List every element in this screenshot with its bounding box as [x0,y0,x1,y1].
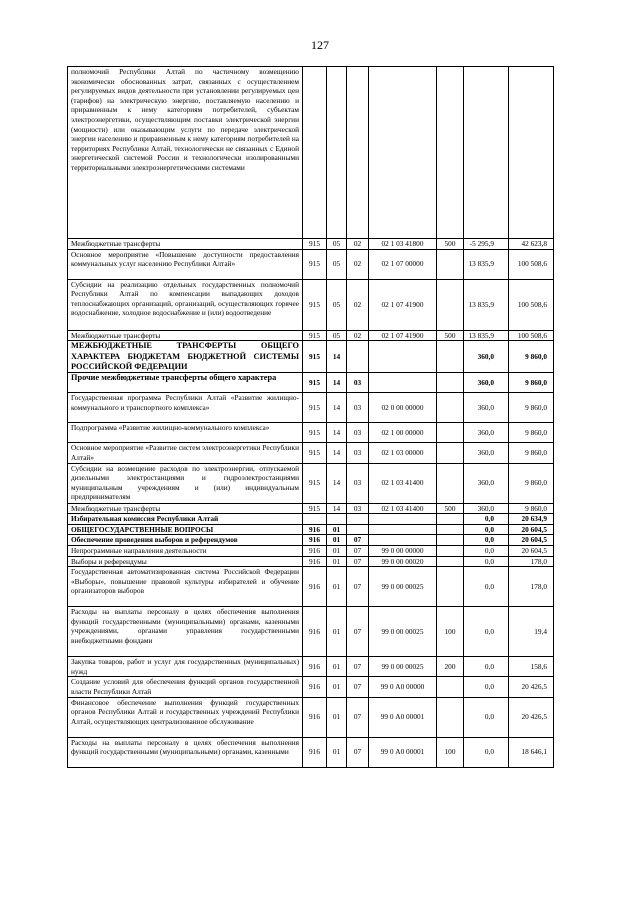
row-name-cell: ОБЩЕГОСУДАРСТВЕННЫЕ ВОПРОСЫ [68,524,303,535]
amount-change-cell: 0,0 [464,545,509,556]
amount-total-cell: 9 860,0 [509,503,554,514]
section-code-cell: 14 [327,341,347,373]
table-body [68,67,554,768]
subsection-code-cell [347,67,369,239]
amount-total-cell: 20 634,9 [509,514,554,525]
subsection-code-cell: 02 [347,330,369,341]
target-article-cell [369,535,437,546]
amount-total-cell: 9 860,0 [509,463,554,503]
admin-code-cell: 915 [303,423,327,443]
section-code-cell: 01 [327,545,347,556]
target-article-cell [369,373,437,393]
row-name-cell: Избирательная комиссия Республики Алтай [68,514,303,525]
row-name-cell: Финансовое обеспечение выполнения функций государственных органов Республики Алтай и государственных учреждений Республики Алтай, осуществляющих централизованное обслуживание [68,697,303,737]
amount-total-cell: 9 860,0 [509,443,554,463]
subsection-code-cell: 07 [347,535,369,546]
amount-change-cell: 360,0 [464,503,509,514]
section-code-cell: 01 [327,697,347,737]
subsection-code-cell [347,524,369,535]
amount-total-cell: 9 860,0 [509,393,554,423]
target-article-cell [369,341,437,373]
table-row [68,393,554,423]
target-article-cell: 02 1 07 00000 [369,249,437,279]
row-name-cell: Расходы на выплаты персоналу в целях обеспечения выполнения функций государственными (муниципальными) органами, казенными [68,737,303,767]
expense-type-cell [437,567,464,607]
table-row [68,567,554,607]
table-row [68,556,554,567]
subsection-code-cell: 07 [347,545,369,556]
target-article-cell: 99 0 00 00000 [369,545,437,556]
row-name-cell: Государственная автоматизированная система Российской Федерации «Выборы», повышение правовой культуры избирателей и обучение организаторов выборов [68,567,303,607]
section-code-cell: 05 [327,279,347,330]
amount-total-cell: 9 860,0 [509,423,554,443]
section-code-cell: 01 [327,535,347,546]
table-row [68,330,554,341]
section-code-cell: 05 [327,249,347,279]
subsection-code-cell: 02 [347,239,369,250]
table-row [68,545,554,556]
amount-total-cell: 42 623,8 [509,239,554,250]
table-row [68,249,554,279]
table-row [68,737,554,767]
amount-change-cell: 0,0 [464,657,509,677]
target-article-cell: 02 1 03 41800 [369,239,437,250]
row-name-cell: Прочие межбюджетные трансферты общего характера [68,373,303,393]
subsection-code-cell: 03 [347,373,369,393]
amount-total-cell: 158,6 [509,657,554,677]
expense-type-cell: 100 [437,737,464,767]
admin-code-cell: 916 [303,607,327,657]
amount-total-cell [509,67,554,239]
target-article-cell: 02 0 00 00000 [369,393,437,423]
target-article-cell: 02 1 03 41400 [369,503,437,514]
table-row [68,535,554,546]
section-code-cell: 01 [327,737,347,767]
table-row [68,677,554,697]
row-name-cell: Обеспечение проведения выборов и референдумов [68,535,303,546]
amount-change-cell: 360,0 [464,341,509,373]
section-code-cell: 05 [327,330,347,341]
target-article-cell: 02 1 07 41900 [369,330,437,341]
expense-type-cell [437,535,464,546]
amount-change-cell: 13 835,9 [464,330,509,341]
amount-change-cell: 0,0 [464,567,509,607]
admin-code-cell [303,67,327,239]
amount-total-cell: 100 508,6 [509,249,554,279]
expense-type-cell [437,556,464,567]
target-article-cell: 02 1 03 00000 [369,443,437,463]
amount-change-cell: 360,0 [464,393,509,423]
amount-change-cell: 0,0 [464,535,509,546]
row-name-cell: Создание условий для обеспечения функций органов государственной власти Республики Алтай [68,677,303,697]
target-article-cell: 99 0 00 00025 [369,657,437,677]
expense-type-cell [437,249,464,279]
row-name-cell: Субсидии на реализацию отдельных государственных полномочий Республики Алтай по компенсации выпадающих доходов теплоснабжающих организаций, организаций, осуществляющих горячее водоснабжение, холодное водоснабжение и (или) водоотведение [68,279,303,330]
table-row [68,443,554,463]
admin-code-cell: 915 [303,279,327,330]
section-code-cell: 01 [327,607,347,657]
admin-code-cell: 916 [303,657,327,677]
admin-code-cell: 915 [303,249,327,279]
amount-total-cell: 20 426,5 [509,697,554,737]
table-row [68,279,554,330]
expense-type-cell: 500 [437,239,464,250]
subsection-code-cell: 07 [347,657,369,677]
subsection-code-cell: 03 [347,463,369,503]
admin-code-cell: 915 [303,239,327,250]
amount-change-cell: 0,0 [464,697,509,737]
expense-type-cell: 500 [437,503,464,514]
table-row [68,341,554,373]
expense-type-cell [437,514,464,525]
admin-code-cell: 915 [303,330,327,341]
section-code-cell: 01 [327,567,347,607]
section-code-cell: 14 [327,373,347,393]
amount-change-cell: 360,0 [464,423,509,443]
row-name-cell: МЕЖБЮДЖЕТНЫЕ ТРАНСФЕРТЫ ОБЩЕГО ХАРАКТЕРА БЮДЖЕТАМ БЮДЖЕТНОЙ СИСТЕМЫ РОССИЙСКОЙ ФЕДЕРАЦИИ [68,341,303,373]
row-name-cell: Межбюджетные трансферты [68,239,303,250]
amount-total-cell: 20 604,5 [509,535,554,546]
amount-change-cell: 360,0 [464,373,509,393]
target-article-cell: 99 0 00 00025 [369,607,437,657]
section-code-cell: 14 [327,443,347,463]
target-article-cell: 99 0 А0 00000 [369,677,437,697]
amount-change-cell: 360,0 [464,443,509,463]
expense-type-cell [437,545,464,556]
admin-code-cell: 916 [303,737,327,767]
row-name-cell: полномочий Республики Алтай по частичному возмещению экономически обоснованных затрат, связанных с осуществлением регулируемых видов деятельности при установлении регулируемых цен (тарифов) на электрическую энергию, поставляемую населению и приравненным к нему категориям потребителей, субъектам электроэнергетики, осуществляющим поставки электрической энергии (мощности) или оказывающим услуги по передаче электрической энергии населению и приравненным к нему категориям потребителей на территориях Республики Алтай, технологически не связанных с Единой энергетической системой России и технологически изолированными территориальными электроэнергетическими системами [68,67,303,239]
section-code-cell: 14 [327,423,347,443]
amount-total-cell: 18 646,1 [509,737,554,767]
subsection-code-cell: 07 [347,737,369,767]
amount-total-cell: 20 604,5 [509,524,554,535]
expense-type-cell [437,463,464,503]
admin-code-cell: 916 [303,524,327,535]
amount-total-cell: 178,0 [509,556,554,567]
amount-total-cell: 9 860,0 [509,373,554,393]
section-code-cell: 14 [327,463,347,503]
target-article-cell: 02 1 03 41400 [369,463,437,503]
amount-change-cell: 0,0 [464,677,509,697]
admin-code-cell: 915 [303,393,327,423]
table-row [68,524,554,535]
admin-code-cell: 916 [303,535,327,546]
subsection-code-cell: 02 [347,249,369,279]
target-article-cell [369,67,437,239]
row-name-cell: Расходы на выплаты персоналу в целях обеспечения выполнения функций государственными (муниципальными) органами, казенными учреждениями, органами управления государственными внебюджетными фондами [68,607,303,657]
section-code-cell: 14 [327,503,347,514]
table-row [68,657,554,677]
section-code-cell: 05 [327,239,347,250]
amount-change-cell: 13 835,9 [464,249,509,279]
table-row [68,607,554,657]
expense-type-cell: 100 [437,607,464,657]
section-code-cell: 14 [327,393,347,423]
target-article-cell [369,524,437,535]
amount-total-cell: 9 860,0 [509,341,554,373]
amount-change-cell: 0,0 [464,514,509,525]
table-row [68,239,554,250]
target-article-cell: 99 0 А0 00001 [369,697,437,737]
row-name-cell: Закупка товаров, работ и услуг для государственных (муниципальных) нужд [68,657,303,677]
subsection-code-cell: 07 [347,677,369,697]
target-article-cell: 02 1 00 00000 [369,423,437,443]
admin-code-cell: 916 [303,677,327,697]
row-name-cell: Подпрограмма «Развитие жилищно-коммунального комплекса» [68,423,303,443]
amount-change-cell: 0,0 [464,524,509,535]
expense-type-cell [437,677,464,697]
subsection-code-cell: 07 [347,567,369,607]
admin-code-cell: 916 [303,567,327,607]
page-number: 127 [311,38,329,52]
amount-total-cell: 20 604,5 [509,545,554,556]
amount-change-cell: 13 835,9 [464,279,509,330]
expense-type-cell [437,279,464,330]
section-code-cell: 01 [327,657,347,677]
row-name-cell: Выборы и референдумы [68,556,303,567]
admin-code-cell: 915 [303,503,327,514]
row-name-cell: Непрограммные направления деятельности [68,545,303,556]
table-row [68,463,554,503]
section-code-cell [327,514,347,525]
target-article-cell [369,514,437,525]
row-name-cell: Основное мероприятие «Повышение доступности предоставления коммунальных услуг населению Республики Алтай» [68,249,303,279]
amount-total-cell: 178,0 [509,567,554,607]
admin-code-cell: 915 [303,463,327,503]
row-name-cell: Межбюджетные трансферты [68,330,303,341]
subsection-code-cell: 07 [347,607,369,657]
subsection-code-cell: 03 [347,443,369,463]
row-name-cell: Межбюджетные трансферты [68,503,303,514]
subsection-code-cell: 07 [347,556,369,567]
table-row [68,67,554,239]
expense-type-cell [437,423,464,443]
table-row [68,697,554,737]
target-article-cell: 02 1 07 41900 [369,279,437,330]
budget-table [67,66,554,768]
row-name-cell: Государственная программа Республики Алтай «Развитие жилищно-коммунального и транспортного комплекса» [68,393,303,423]
subsection-code-cell: 03 [347,393,369,423]
admin-code-cell: 915 [303,373,327,393]
admin-code-cell: 915 [303,443,327,463]
amount-total-cell: 100 508,6 [509,279,554,330]
subsection-code-cell [347,514,369,525]
expense-type-cell [437,443,464,463]
section-code-cell: 01 [327,677,347,697]
amount-total-cell: 20 426,5 [509,677,554,697]
section-code-cell: 01 [327,556,347,567]
row-name-cell: Основное мероприятие «Развитие систем электроэнергетики Республики Алтай» [68,443,303,463]
amount-change-cell: 360,0 [464,463,509,503]
table-row [68,373,554,393]
amount-change-cell: 0,0 [464,556,509,567]
expense-type-cell: 200 [437,657,464,677]
table-row [68,514,554,525]
admin-code-cell: 916 [303,556,327,567]
admin-code-cell [303,514,327,525]
section-code-cell: 01 [327,524,347,535]
amount-total-cell: 19,4 [509,607,554,657]
table-row [68,423,554,443]
subsection-code-cell: 02 [347,279,369,330]
expense-type-cell [437,373,464,393]
admin-code-cell: 916 [303,545,327,556]
subsection-code-cell: 07 [347,697,369,737]
amount-change-cell [464,67,509,239]
subsection-code-cell: 03 [347,423,369,443]
amount-change-cell: 0,0 [464,737,509,767]
expense-type-cell [437,341,464,373]
expense-type-cell [437,393,464,423]
table-row [68,503,554,514]
subsection-code-cell: 03 [347,503,369,514]
subsection-code-cell [347,341,369,373]
target-article-cell: 99 0 00 00025 [369,567,437,607]
admin-code-cell: 915 [303,341,327,373]
amount-change-cell: -5 295,9 [464,239,509,250]
amount-total-cell: 100 508,6 [509,330,554,341]
amount-change-cell: 0,0 [464,607,509,657]
expense-type-cell [437,697,464,737]
admin-code-cell: 916 [303,697,327,737]
row-name-cell: Субсидии на возмещение расходов по электроэнергии, отпускаемой дизельными электростанциями и гидроэлектростанциями муниципальным учреждениям и (или) индивидуальным предпринимателям [68,463,303,503]
expense-type-cell [437,67,464,239]
target-article-cell: 99 0 А0 00001 [369,737,437,767]
expense-type-cell [437,524,464,535]
target-article-cell: 99 0 00 00020 [369,556,437,567]
expense-type-cell: 500 [437,330,464,341]
section-code-cell [327,67,347,239]
